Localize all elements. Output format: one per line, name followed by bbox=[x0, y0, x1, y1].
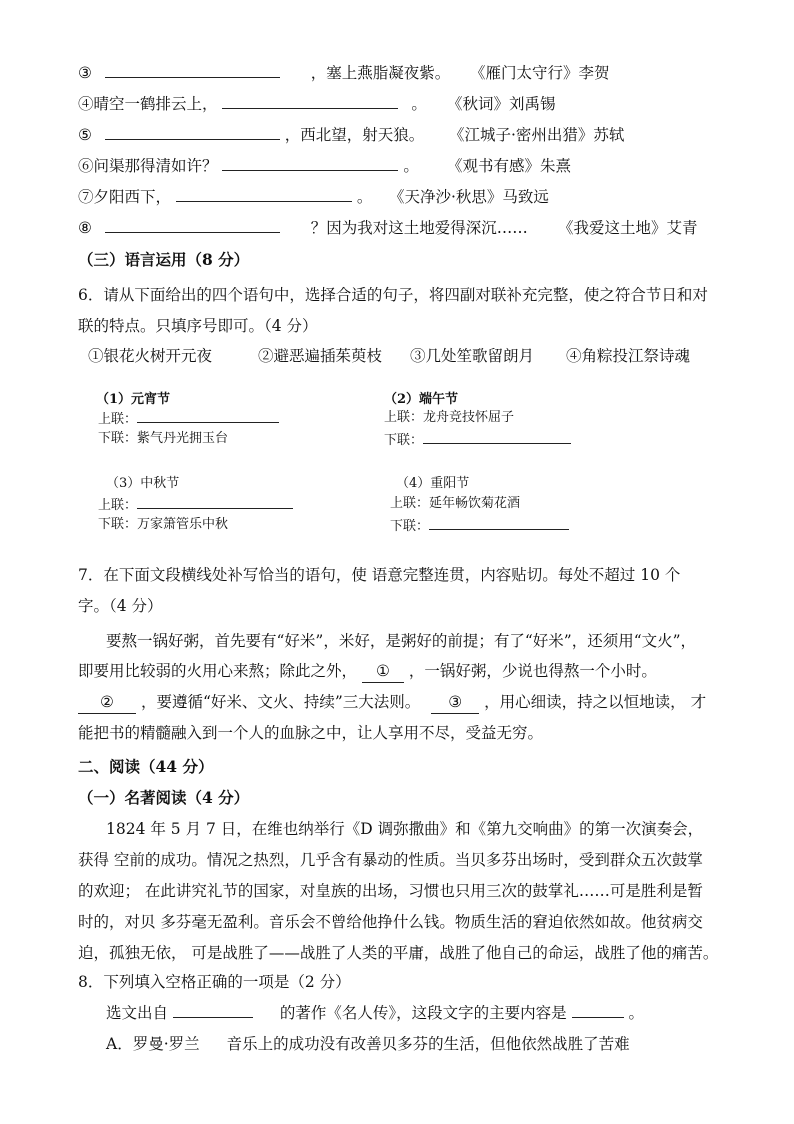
stem-text: 。 bbox=[628, 1004, 645, 1022]
poem-text: ⑥问渠那得清如许？ bbox=[78, 157, 218, 175]
option-item: ①银花火树开元夜 bbox=[88, 347, 213, 365]
couplet-title: （1）元宵节 bbox=[96, 392, 171, 407]
option-item: ②避恶遍插茱萸枝 bbox=[258, 347, 383, 365]
couplet-label: 上联： bbox=[98, 498, 138, 513]
passage-line: 1824 年 5 月 7 日，在维也纳举行《D 调弥撒曲》和《第九交响曲》的第一次演奏会， bbox=[106, 820, 704, 838]
couplet-title: （2）端午节 bbox=[384, 392, 459, 407]
answer-blank[interactable] bbox=[429, 516, 569, 530]
couplet-text: 万家箫管乐中秋 bbox=[137, 517, 229, 532]
poem-line-7 bbox=[78, 186, 372, 208]
stem-text: 选文出自 bbox=[106, 1004, 169, 1022]
poem-number: ⑧ bbox=[78, 219, 92, 237]
poem-source: 《我爱这土地》艾青 bbox=[558, 219, 698, 237]
answer-blank[interactable] bbox=[176, 186, 352, 202]
couplet-text: 延年畅饮菊花酒 bbox=[429, 496, 521, 511]
poem-text: 。 bbox=[411, 95, 427, 113]
poem-number: ③ bbox=[78, 64, 92, 82]
couplet-label: 上联： bbox=[98, 412, 138, 427]
couplet-up bbox=[384, 409, 514, 427]
answer-blank-3[interactable]: ③ bbox=[431, 691, 479, 714]
question-8-option-a[interactable] bbox=[106, 1033, 630, 1055]
passage-line: 的欢迎； 在此讲究礼节的国家，对皇族的出场，习惯也只用三次的鼓掌礼……可是胜利是暂 bbox=[78, 882, 703, 900]
poem-line-4 bbox=[78, 93, 427, 115]
couplet-label: 上联： bbox=[384, 410, 424, 425]
paragraph-line bbox=[78, 691, 706, 714]
section-title: 二、阅读（44 分） bbox=[78, 757, 214, 776]
couplet-text: 紫气丹光拥玉台 bbox=[137, 431, 229, 446]
couplet-label: 下联： bbox=[390, 519, 430, 534]
question-6-text: 6．请从下面给出的四个语句中，选择合适的句子，将四副对联补充完整，使之符合节日和对 bbox=[78, 286, 708, 304]
section-title: （三）语言运用（8 分） bbox=[78, 250, 250, 269]
paragraph-line bbox=[78, 660, 657, 683]
answer-blank[interactable] bbox=[105, 217, 280, 233]
question-8-title: 8．下列填入空格正确的一项是（2 分） bbox=[78, 973, 351, 991]
couplet-down bbox=[390, 516, 569, 536]
question-8-stem bbox=[106, 1002, 644, 1024]
couplet-label: 上联： bbox=[390, 496, 430, 511]
couplet-down bbox=[98, 516, 228, 534]
couplet-up bbox=[98, 409, 279, 429]
poem-line-3 bbox=[78, 62, 450, 84]
poem-source: 《雁门太守行》李贺 bbox=[470, 64, 610, 82]
question-7-text: 7．在下面文段横线处补写恰当的语句，使 语意完整连贯，内容贴切。每处不超过 10 个 bbox=[78, 566, 681, 584]
paragraph-text: ，要遵循“好米、文火、持续”三大法则。 bbox=[140, 693, 421, 711]
answer-blank[interactable] bbox=[222, 93, 398, 109]
subsection-title: （一）名著阅读（4 分） bbox=[78, 788, 250, 807]
question-6-text: 联的特点。只填序号即可。（4 分） bbox=[78, 317, 318, 335]
poem-source: 《秋词》刘禹锡 bbox=[447, 95, 556, 113]
couplet-down bbox=[384, 430, 571, 450]
paragraph-text: 即要用比较弱的火用心来熬；除此之外， bbox=[78, 662, 358, 680]
paragraph-line: 要熬一锅好粥，首先要有“好米”，米好，是粥好的前提；有了“好米”，还须用“文火”， bbox=[106, 632, 697, 650]
couplet-label: 下联： bbox=[384, 433, 424, 448]
poem-text: 。 bbox=[403, 157, 419, 175]
couplet-label: 下联： bbox=[98, 431, 138, 446]
couplet-up bbox=[98, 495, 293, 515]
paragraph-line: 能把书的精髓融入到一个人的血脉之中，让人享用不尽，受益无穷。 bbox=[78, 724, 544, 742]
answer-blank[interactable] bbox=[137, 495, 293, 509]
question-7-text: 字。（4 分） bbox=[78, 597, 163, 615]
couplet-title: （3）中秋节 bbox=[106, 476, 180, 491]
poem-line-6 bbox=[78, 155, 419, 177]
answer-blank[interactable] bbox=[105, 124, 280, 140]
option-item: ③几处笙歌留朗月 bbox=[410, 347, 535, 365]
poem-line-5 bbox=[78, 124, 424, 146]
answer-blank[interactable] bbox=[105, 62, 280, 78]
poem-text: ，塞上燕脂凝夜紫。 bbox=[310, 64, 451, 82]
passage-line: 获得 空前的成功。情况之热烈，几乎含有暴动的性质。当贝多芬出场时，受到群众五次鼓掌 bbox=[78, 851, 703, 869]
couplet-title: （4）重阳节 bbox=[396, 476, 470, 491]
answer-blank[interactable] bbox=[572, 1002, 624, 1018]
poem-text: ？因为我对这土地爱得深沉…… bbox=[310, 219, 528, 237]
poem-source: 《江城子·密州出猎》苏轼 bbox=[449, 126, 625, 144]
option-text: 音乐上的成功没有改善贝多芬的生活，但他依然战胜了苦难 bbox=[226, 1035, 630, 1053]
poem-text: ，西北望，射天狼。 bbox=[284, 126, 425, 144]
poem-line-8 bbox=[78, 217, 528, 239]
poem-number: ⑤ bbox=[78, 126, 92, 144]
couplet-down bbox=[98, 430, 228, 448]
answer-blank[interactable] bbox=[137, 409, 279, 423]
option-label: A．罗曼·罗兰 bbox=[106, 1035, 200, 1053]
passage-line: 时的，对贝 多芬毫无盈利。音乐会不曾给他挣什么钱。物质生活的窘迫依然如故。他贫病交 bbox=[78, 913, 703, 931]
couplet-up bbox=[390, 495, 520, 513]
answer-blank-1[interactable]: ① bbox=[362, 660, 404, 683]
poem-source: 《观书有感》朱熹 bbox=[447, 157, 572, 175]
answer-blank[interactable] bbox=[222, 155, 398, 171]
poem-text: ④晴空一鹤排云上， bbox=[78, 95, 218, 113]
passage-line: 迫，孤独无依， 可是战胜了——战胜了人类的平庸，战胜了他自己的命运，战胜了他的痛苦。 bbox=[78, 944, 719, 962]
poem-text: 。 bbox=[356, 188, 373, 206]
couplet-label: 下联： bbox=[98, 517, 138, 532]
couplet-text: 龙舟竞技怀屈子 bbox=[423, 410, 515, 425]
poem-source: 《天净沙·秋思》马致远 bbox=[389, 188, 549, 206]
paragraph-text: ，用心细读，持之以恒地读， 才 bbox=[484, 693, 707, 711]
paragraph-text: ，一锅好粥，少说也得熬一个小时。 bbox=[408, 662, 657, 680]
poem-text: ⑦夕阳西下， bbox=[78, 188, 172, 206]
answer-blank-2[interactable]: ② bbox=[78, 691, 136, 714]
answer-blank[interactable] bbox=[173, 1002, 253, 1018]
option-item: ④角粽投江祭诗魂 bbox=[566, 347, 691, 365]
stem-text: 的著作《名人传》，这段文字的主要内容是 bbox=[279, 1004, 567, 1022]
answer-blank[interactable] bbox=[423, 430, 571, 444]
